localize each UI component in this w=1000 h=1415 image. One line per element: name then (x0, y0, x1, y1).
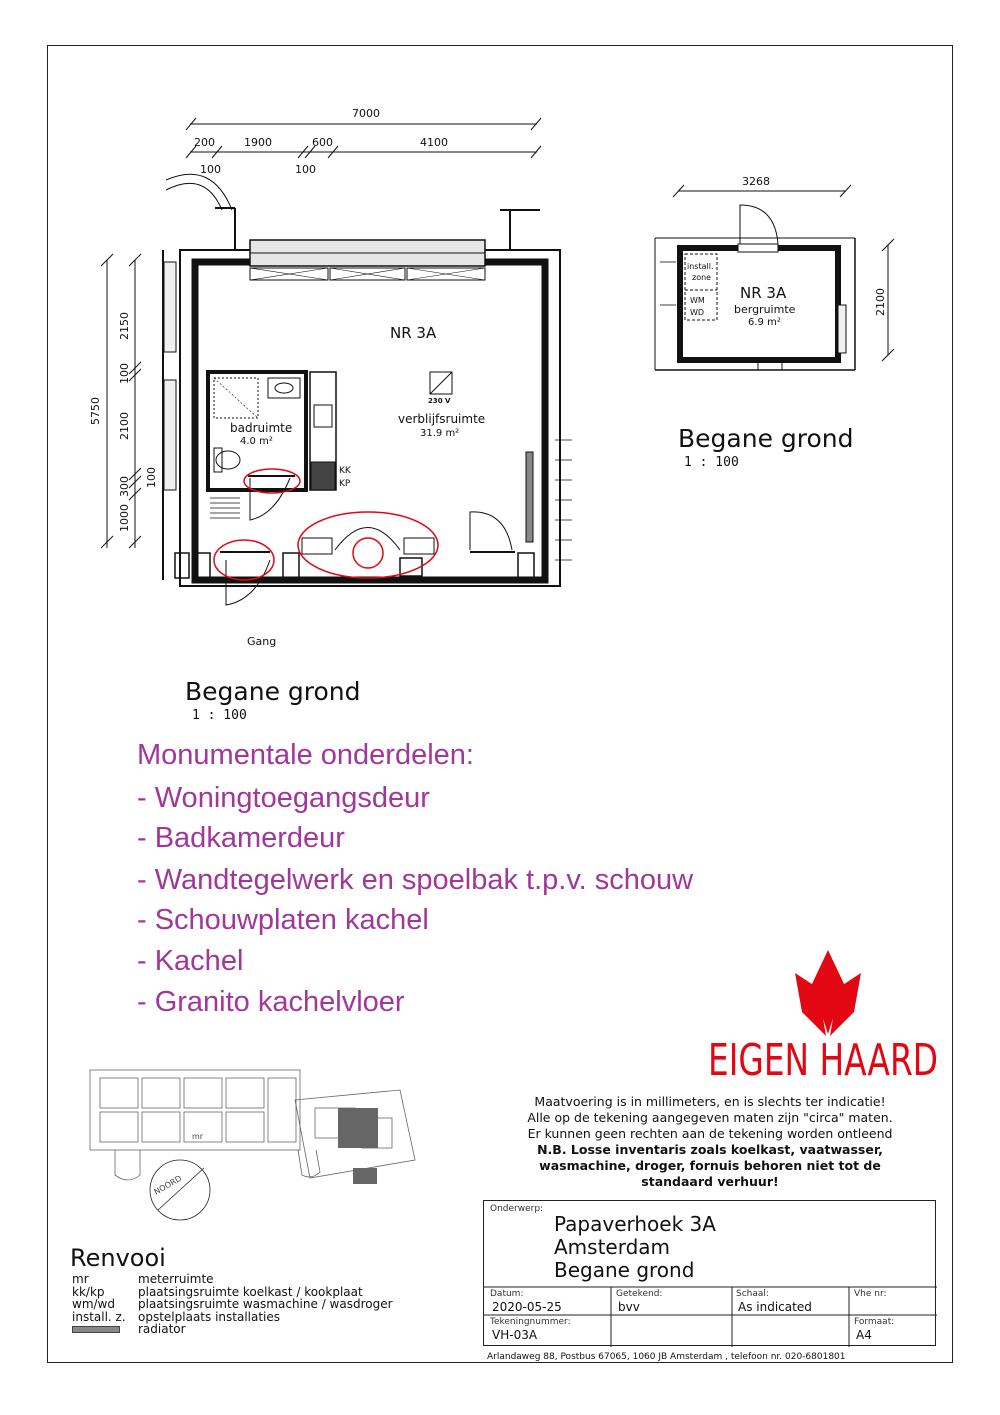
storage-floor-plan (0, 0, 1000, 480)
monumental-item: - Granito kachelvloer (137, 986, 405, 1018)
drawing-number-value: VH-03A (492, 1328, 538, 1342)
storage-room-name: bergruimte (734, 303, 796, 316)
storage-room-area: 6.9 m² (748, 317, 781, 328)
key-plan (80, 1060, 440, 1230)
vhe-label: Vhe nr: (854, 1289, 887, 1299)
dim-100-c: 100 (118, 363, 131, 384)
dim-100-b: 100 (295, 163, 316, 176)
subject-label: Onderwerp: (490, 1204, 544, 1214)
legend-desc: meterruimte (138, 1272, 214, 1286)
note-line: Maatvoering is in millimeters, en is slechts ter indicatie! (534, 1094, 886, 1109)
legend-key: kk/kp (72, 1284, 105, 1299)
living-room-area: 31.9 m² (420, 428, 460, 439)
monumental-item: - Schouwplaten kachel (137, 904, 429, 936)
dim-100-d: 100 (145, 467, 158, 488)
note-bold-line: N.B. Losse inventaris zoals koelkast, vaatwasser, (537, 1142, 883, 1157)
dim-2100: 2100 (118, 412, 131, 440)
legend-desc: plaatsingsruimte koelkast / kookplaat (138, 1284, 363, 1299)
main-plan-scale: 1 : 100 (192, 708, 247, 723)
eigen-haard-logo (700, 948, 950, 1086)
dim-1900: 1900 (244, 136, 272, 149)
legend (72, 1273, 393, 1336)
date-value: 2020-05-25 (492, 1300, 562, 1314)
dim-1000: 1000 (118, 504, 131, 532)
scale-label: Schaal: (736, 1289, 769, 1299)
format-label: Formaat: (854, 1317, 895, 1327)
date-label: Datum: (490, 1289, 524, 1299)
legend-key: wm/wd (72, 1297, 115, 1311)
bathroom-area: 4.0 m² (240, 436, 273, 447)
storage-dim-depth: 2100 (874, 288, 887, 316)
storage-dim-width: 3268 (742, 175, 770, 188)
note-line: Alle op de tekening aangegeven maten zijn "circa" maten. (527, 1110, 893, 1125)
legend-row (72, 1298, 393, 1311)
monumental-item: - Woningtoegangsdeur (137, 782, 430, 814)
storage-plan-level: Begane grond (678, 424, 854, 453)
scale-value: As indicated (738, 1300, 812, 1314)
footer-address: Arlandaweg 88, Postbus 67065, 1060 JB Amsterdam , telefoon nr. 020-6801801 (487, 1352, 846, 1362)
note-bold-line: standaard verhuur! (641, 1174, 779, 1189)
drawn-by-value: bvv (618, 1300, 640, 1314)
dim-100-a: 100 (200, 163, 221, 176)
wm-label: WM (690, 296, 705, 305)
subject-line-address: Papaverhoek 3A (554, 1212, 716, 1236)
legend-row (72, 1311, 393, 1324)
note-line: Er kunnen geen rechten aan de tekening worden ontleend (527, 1126, 893, 1141)
legend-key: install. z. (72, 1309, 126, 1324)
title-block (483, 1200, 936, 1346)
note-bold-line: wasmachine, droger, fornuis behoren niet tot de (539, 1158, 881, 1173)
logo-text: EIGEN HAARD (708, 1035, 938, 1086)
subject-line-city: Amsterdam (554, 1235, 671, 1259)
install-zone-label-2: zone (692, 273, 712, 282)
bathroom-name: badruimte (230, 421, 293, 435)
radiator-swatch-icon (72, 1323, 138, 1336)
legend-row (72, 1323, 393, 1336)
wd-label: WD (690, 308, 705, 317)
legend-desc: plaatsingsruimte wasmachine / wasdroger (138, 1297, 393, 1311)
dim-overall-width: 7000 (352, 107, 380, 120)
drawing-notes (485, 1094, 935, 1190)
dim-200: 200 (194, 136, 215, 149)
dim-overall-depth: 5750 (89, 397, 102, 425)
kk-label: KK (339, 466, 351, 476)
storage-plan-scale: 1 : 100 (684, 455, 739, 470)
legend-row (72, 1273, 393, 1286)
monumental-item: - Kachel (137, 945, 244, 977)
install-zone-label-1: install. (687, 262, 714, 271)
dim-600: 600 (312, 136, 333, 149)
corridor-label: Gang (247, 635, 277, 648)
living-room-name: verblijfsruimte (398, 412, 486, 426)
drawing-number-label: Tekeningnummer: (490, 1317, 571, 1327)
monumental-title: Monumentale onderdelen: (137, 739, 474, 771)
monumental-item: - Badkamerdeur (137, 822, 345, 854)
monumental-item: - Wandtegelwerk en spoelbak t.p.v. schouw (137, 864, 694, 896)
dim-4100: 4100 (420, 136, 448, 149)
dim-300: 300 (118, 476, 131, 497)
dim-2150: 2150 (118, 312, 131, 340)
kp-label: KP (339, 479, 351, 489)
storage-unit-label: NR 3A (740, 284, 787, 302)
legend-desc: radiator (138, 1322, 186, 1336)
format-value: A4 (856, 1328, 872, 1342)
legend-title: Renvooi (70, 1244, 166, 1272)
legend-key: mr (72, 1272, 89, 1286)
drawn-by-label: Getekend: (616, 1289, 663, 1299)
voltage-label: 230 V (428, 397, 451, 405)
subject-line-level: Begane grond (554, 1258, 695, 1282)
main-plan-level: Begane grond (185, 677, 361, 706)
north-label: NOORD (152, 1173, 184, 1197)
main-unit-label: NR 3A (390, 324, 437, 342)
legend-desc: opstelplaats installaties (138, 1309, 281, 1324)
keyplan-mr: mr (192, 1132, 204, 1141)
